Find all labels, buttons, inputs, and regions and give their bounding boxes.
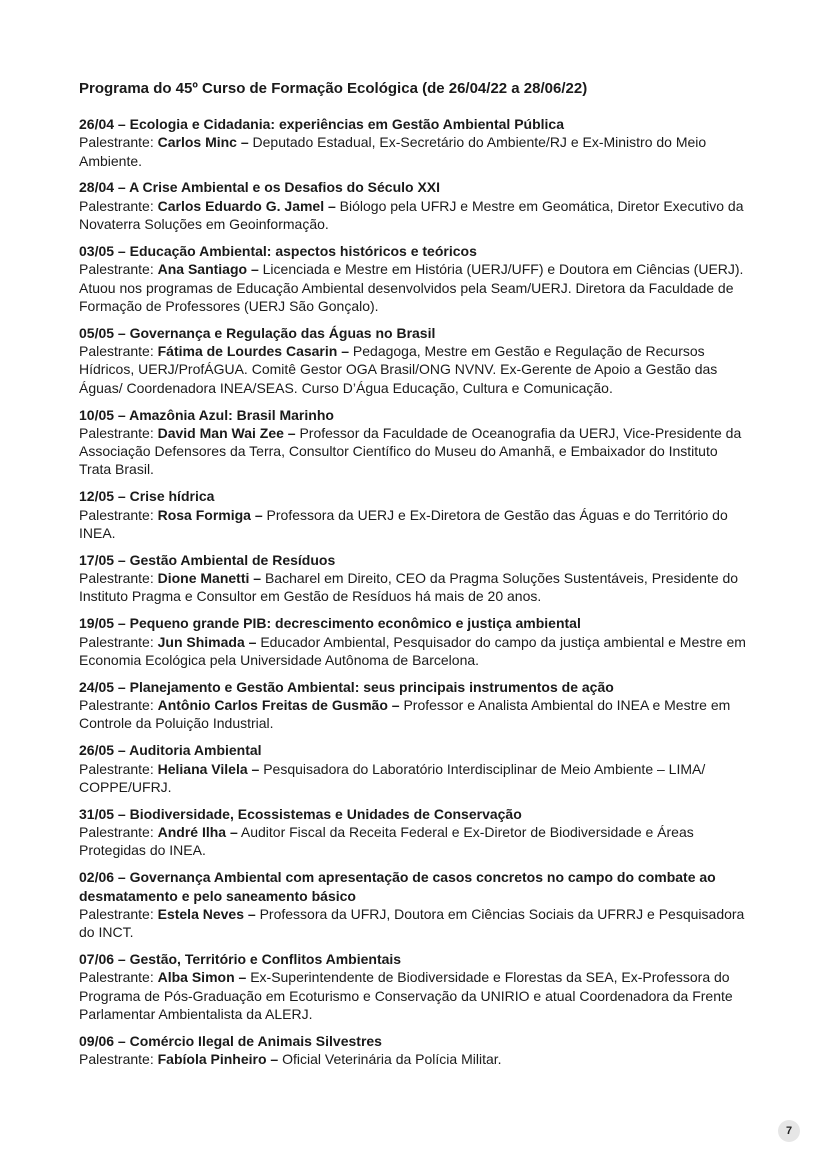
program-entry	[79, 1032, 751, 1069]
speaker-prefix: Palestrante:	[79, 570, 154, 587]
document-page	[79, 79, 751, 1077]
entry-speaker-line	[79, 1050, 751, 1068]
speaker-name: Ana Santiago –	[157, 261, 259, 278]
speaker-name: Rosa Formiga –	[157, 506, 263, 523]
program-title: Programa do 45º Curso de Formação Ecológica (de 26/04/22 a 28/06/22)	[79, 80, 588, 97]
speaker-bio: Ex-Superintendente de Biodiversidade e Florestas da SEA, Ex-Professora do Programa de Pós-Graduação em Ecoturismo e Conservação da UNIRIO e atual Coordenadora da Frente Parlamentar Ambientalista da ALERJ.	[79, 969, 733, 1022]
entry-date-topic: 05/05 – Governança e Regulação das Águas no Brasil	[79, 324, 436, 341]
program-entry	[79, 678, 751, 733]
speaker-name: Jun Shimada –	[157, 633, 257, 650]
entry-date-topic: 12/05 – Crise hídrica	[79, 488, 215, 505]
program-entry	[79, 741, 751, 796]
speaker-bio: Pesquisadora do Laboratório Interdisciplinar de Meio Ambiente – LIMA/ COPPE/UFRJ.	[79, 760, 706, 795]
speaker-bio: Biólogo pela UFRJ e Mestre em Geomática, Diretor Executivo da Novaterra Soluções em Geoinformação.	[79, 197, 744, 233]
entry-date-topic: 17/05 – Gestão Ambiental de Resíduos	[79, 551, 336, 568]
entry-date-topic: 31/05 – Biodiversidade, Ecossistemas e Unidades de Conservação	[79, 805, 522, 822]
speaker-bio: Oficial Veterinária da Polícia Militar.	[282, 1051, 502, 1068]
speaker-prefix: Palestrante:	[79, 760, 154, 777]
entry-date-topic: 28/04 – A Crise Ambiental e os Desafios do Século XXI	[79, 179, 441, 196]
speaker-bio: Educador Ambiental, Pesquisador do campo da justiça ambiental e Mestre em Economia Ecológica pela Universidade Autônoma de Barcelona.	[79, 633, 746, 668]
speaker-bio: Deputado Estadual, Ex-Secretário do Ambiente/RJ e Ex-Ministro do Meio Ambiente.	[79, 134, 707, 169]
speaker-bio: Auditor Fiscal da Receita Federal e Ex-Diretor de Biodiversidade e Áreas Protegidas do INEA.	[79, 824, 694, 859]
speaker-name: David Man Wai Zee –	[157, 424, 296, 441]
speaker-name: Fátima de Lourdes Casarin –	[157, 343, 350, 360]
entry-speaker-line	[79, 905, 751, 942]
speaker-name: Carlos Minc –	[157, 134, 249, 151]
entry-speaker-line	[79, 424, 751, 479]
speaker-prefix: Palestrante:	[79, 969, 154, 986]
program-entry	[79, 324, 751, 397]
entry-speaker-line	[79, 696, 751, 733]
entry-speaker-line	[79, 633, 751, 670]
entry-date-topic: 02/06 – Governança Ambiental com apresentação de casos concretos no campo do combate ao desmatamento e pelo saneamento básico	[79, 869, 716, 904]
entry-speaker-line	[79, 569, 751, 606]
entry-speaker-line	[79, 197, 751, 234]
speaker-prefix: Palestrante:	[79, 197, 154, 214]
speaker-bio: Professora da UFRJ, Doutora em Ciências Sociais da UFRRJ e Pesquisadora do INCT.	[79, 905, 745, 941]
speaker-name: Carlos Eduardo G. Jamel –	[157, 197, 336, 214]
speaker-name: André Ilha –	[157, 824, 238, 841]
program-entry	[79, 178, 751, 233]
program-entry	[79, 115, 751, 170]
entry-date-topic: 03/05 – Educação Ambiental: aspectos históricos e teóricos	[79, 242, 477, 259]
speaker-name: Antônio Carlos Freitas de Gusmão –	[157, 697, 400, 714]
speaker-bio: Licenciada e Mestre em História (UERJ/UFF) e Doutora em Ciências (UERJ). Atuou nos programas de Educação Ambiental desenvolvidos pela Seam/UERJ. Diretora da Faculdade de Formação de Professores (UERJ São Gonçalo).	[79, 261, 744, 314]
speaker-bio: Bacharel em Direito, CEO da Pragma Soluções Sustentáveis, Presidente do Instituto Pragma e Consultor em Gestão de Resíduos há mais de 20 anos.	[79, 570, 739, 605]
entry-speaker-line	[79, 133, 751, 170]
speaker-name: Dione Manetti –	[157, 570, 262, 587]
entry-speaker-line	[79, 823, 751, 860]
entry-speaker-line	[79, 760, 751, 797]
speaker-bio: Pedagoga, Mestre em Gestão e Regulação de Recursos Hídricos, UERJ/ProfÁGUA. Comitê Gestor OGA Brasil/ONG NVNV. Ex-Gerente de Apoio a Gestão das Águas/ Coordenadora INEA/SEAS. Curso D’Água Educação, Cultura e Comunicação.	[79, 343, 718, 396]
speaker-name: Heliana Vilela –	[157, 760, 260, 777]
entry-date-topic: 10/05 – Amazônia Azul: Brasil Marinho	[79, 406, 334, 423]
speaker-name: Estela Neves –	[157, 905, 256, 922]
entry-date-topic: 26/04 – Ecologia e Cidadania: experiências em Gestão Ambiental Pública	[79, 116, 565, 132]
entry-date-topic: 26/05 – Auditoria Ambiental	[79, 742, 262, 759]
program-entry	[79, 551, 751, 606]
speaker-bio: Professora da UERJ e Ex-Diretora de Gestão das Águas e do Território do INEA.	[79, 506, 728, 541]
entry-date-topic: 24/05 – Planejamento e Gestão Ambiental: seus principais instrumentos de ação	[79, 678, 614, 695]
entry-speaker-line	[79, 260, 751, 315]
speaker-bio: Professor da Faculdade de Oceanografia da UERJ, Vice-Presidente da Associação Defensores da Terra, Consultor Científico do Museu do Amanhã, e Embaixador do Instituto Trata Brasil.	[79, 424, 742, 478]
program-entry	[79, 242, 751, 315]
program-entry	[79, 487, 751, 542]
speaker-prefix: Palestrante:	[79, 824, 154, 841]
page-number: 7	[778, 1120, 800, 1142]
speaker-prefix: Palestrante:	[79, 424, 154, 441]
speaker-name: Alba Simon –	[157, 969, 247, 986]
entry-speaker-line	[79, 506, 751, 543]
program-entry	[79, 868, 751, 941]
program-entries	[79, 115, 751, 1068]
program-entry	[79, 406, 751, 479]
speaker-prefix: Palestrante:	[79, 1051, 154, 1068]
speaker-prefix: Palestrante:	[79, 134, 154, 151]
entry-speaker-line	[79, 342, 751, 397]
program-entry	[79, 950, 751, 1023]
speaker-name: Fabíola Pinheiro –	[157, 1051, 279, 1068]
speaker-bio: Professor e Analista Ambiental do INEA e Mestre em Controle da Poluição Industrial.	[79, 697, 731, 732]
speaker-prefix: Palestrante:	[79, 697, 154, 714]
entry-date-topic: 19/05 – Pequeno grande PIB: decrescimento econômico e justiça ambiental	[79, 615, 581, 632]
program-entry	[79, 805, 751, 860]
speaker-prefix: Palestrante:	[79, 506, 154, 523]
speaker-prefix: Palestrante:	[79, 261, 154, 278]
entry-speaker-line	[79, 968, 751, 1023]
entry-date-topic: 09/06 – Comércio Ilegal de Animais Silvestres	[79, 1032, 382, 1049]
entry-date-topic: 07/06 – Gestão, Território e Conflitos Ambientais	[79, 951, 402, 967]
program-entry	[79, 614, 751, 669]
speaker-prefix: Palestrante:	[79, 343, 154, 360]
speaker-prefix: Palestrante:	[79, 905, 154, 922]
speaker-prefix: Palestrante:	[79, 633, 154, 650]
